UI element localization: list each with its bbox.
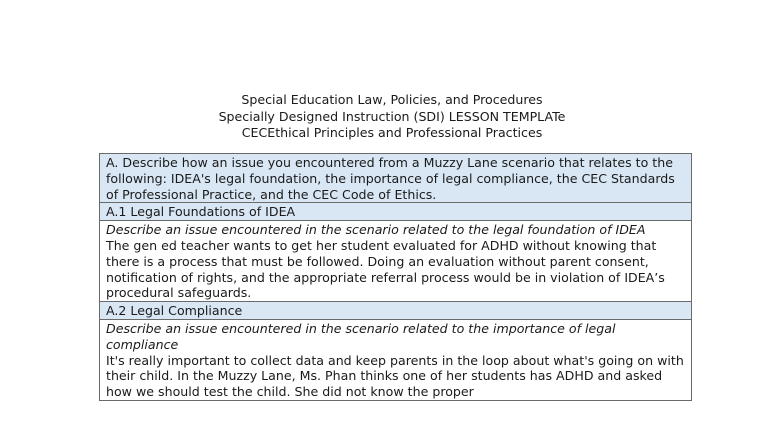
a1-header-cell: A.1 Legal Foundations of IDEA — [100, 203, 692, 221]
title-line-1: Special Education Law, Policies, and Procedures — [241, 92, 543, 107]
a2-prompt: Describe an issue encountered in the scenario related to the importance of legal compliance — [106, 320, 616, 352]
title-line-2: Specially Designed Instruction (SDI) LESSON TEMPLATe — [218, 108, 566, 124]
table-row — [100, 319, 692, 400]
table-row — [100, 203, 692, 221]
table-row — [100, 221, 692, 302]
a2-content-cell — [100, 319, 692, 400]
a2-header-cell: A.2 Legal Compliance — [100, 302, 692, 320]
table-row — [100, 154, 692, 203]
title-line-3: CECEthical Principles and Professional Practices — [241, 125, 543, 140]
a1-prompt: Describe an issue encountered in the scenario related to the legal foundation of IDEA — [106, 222, 646, 238]
document-title-block — [0, 92, 784, 142]
a1-answer: The gen ed teacher wants to get her student evaluated for ADHD without knowing that there is a process that must be followed. Doing an evaluation without parent consent, notification of rights, and the appropriate referral process would be in violation of IDEA’s procedural safeguards. — [106, 237, 665, 301]
a1-content-cell — [100, 221, 692, 302]
lesson-template-table — [99, 153, 692, 401]
section-a-cell: A. Describe how an issue you encountered from a Muzzy Lane scenario that relates to the following: IDEA's legal foundation, the importance of legal compliance, the CEC Standards of Professional Practice, and the CEC Code of Ethics. — [100, 154, 692, 203]
a2-answer: It's really important to collect data and keep parents in the loop about what's going on with their child. In the Muzzy Lane, Ms. Phan thinks one of her students has ADHD and asked how we should test the child. She did not know the proper — [106, 352, 684, 400]
table-row — [100, 302, 692, 320]
